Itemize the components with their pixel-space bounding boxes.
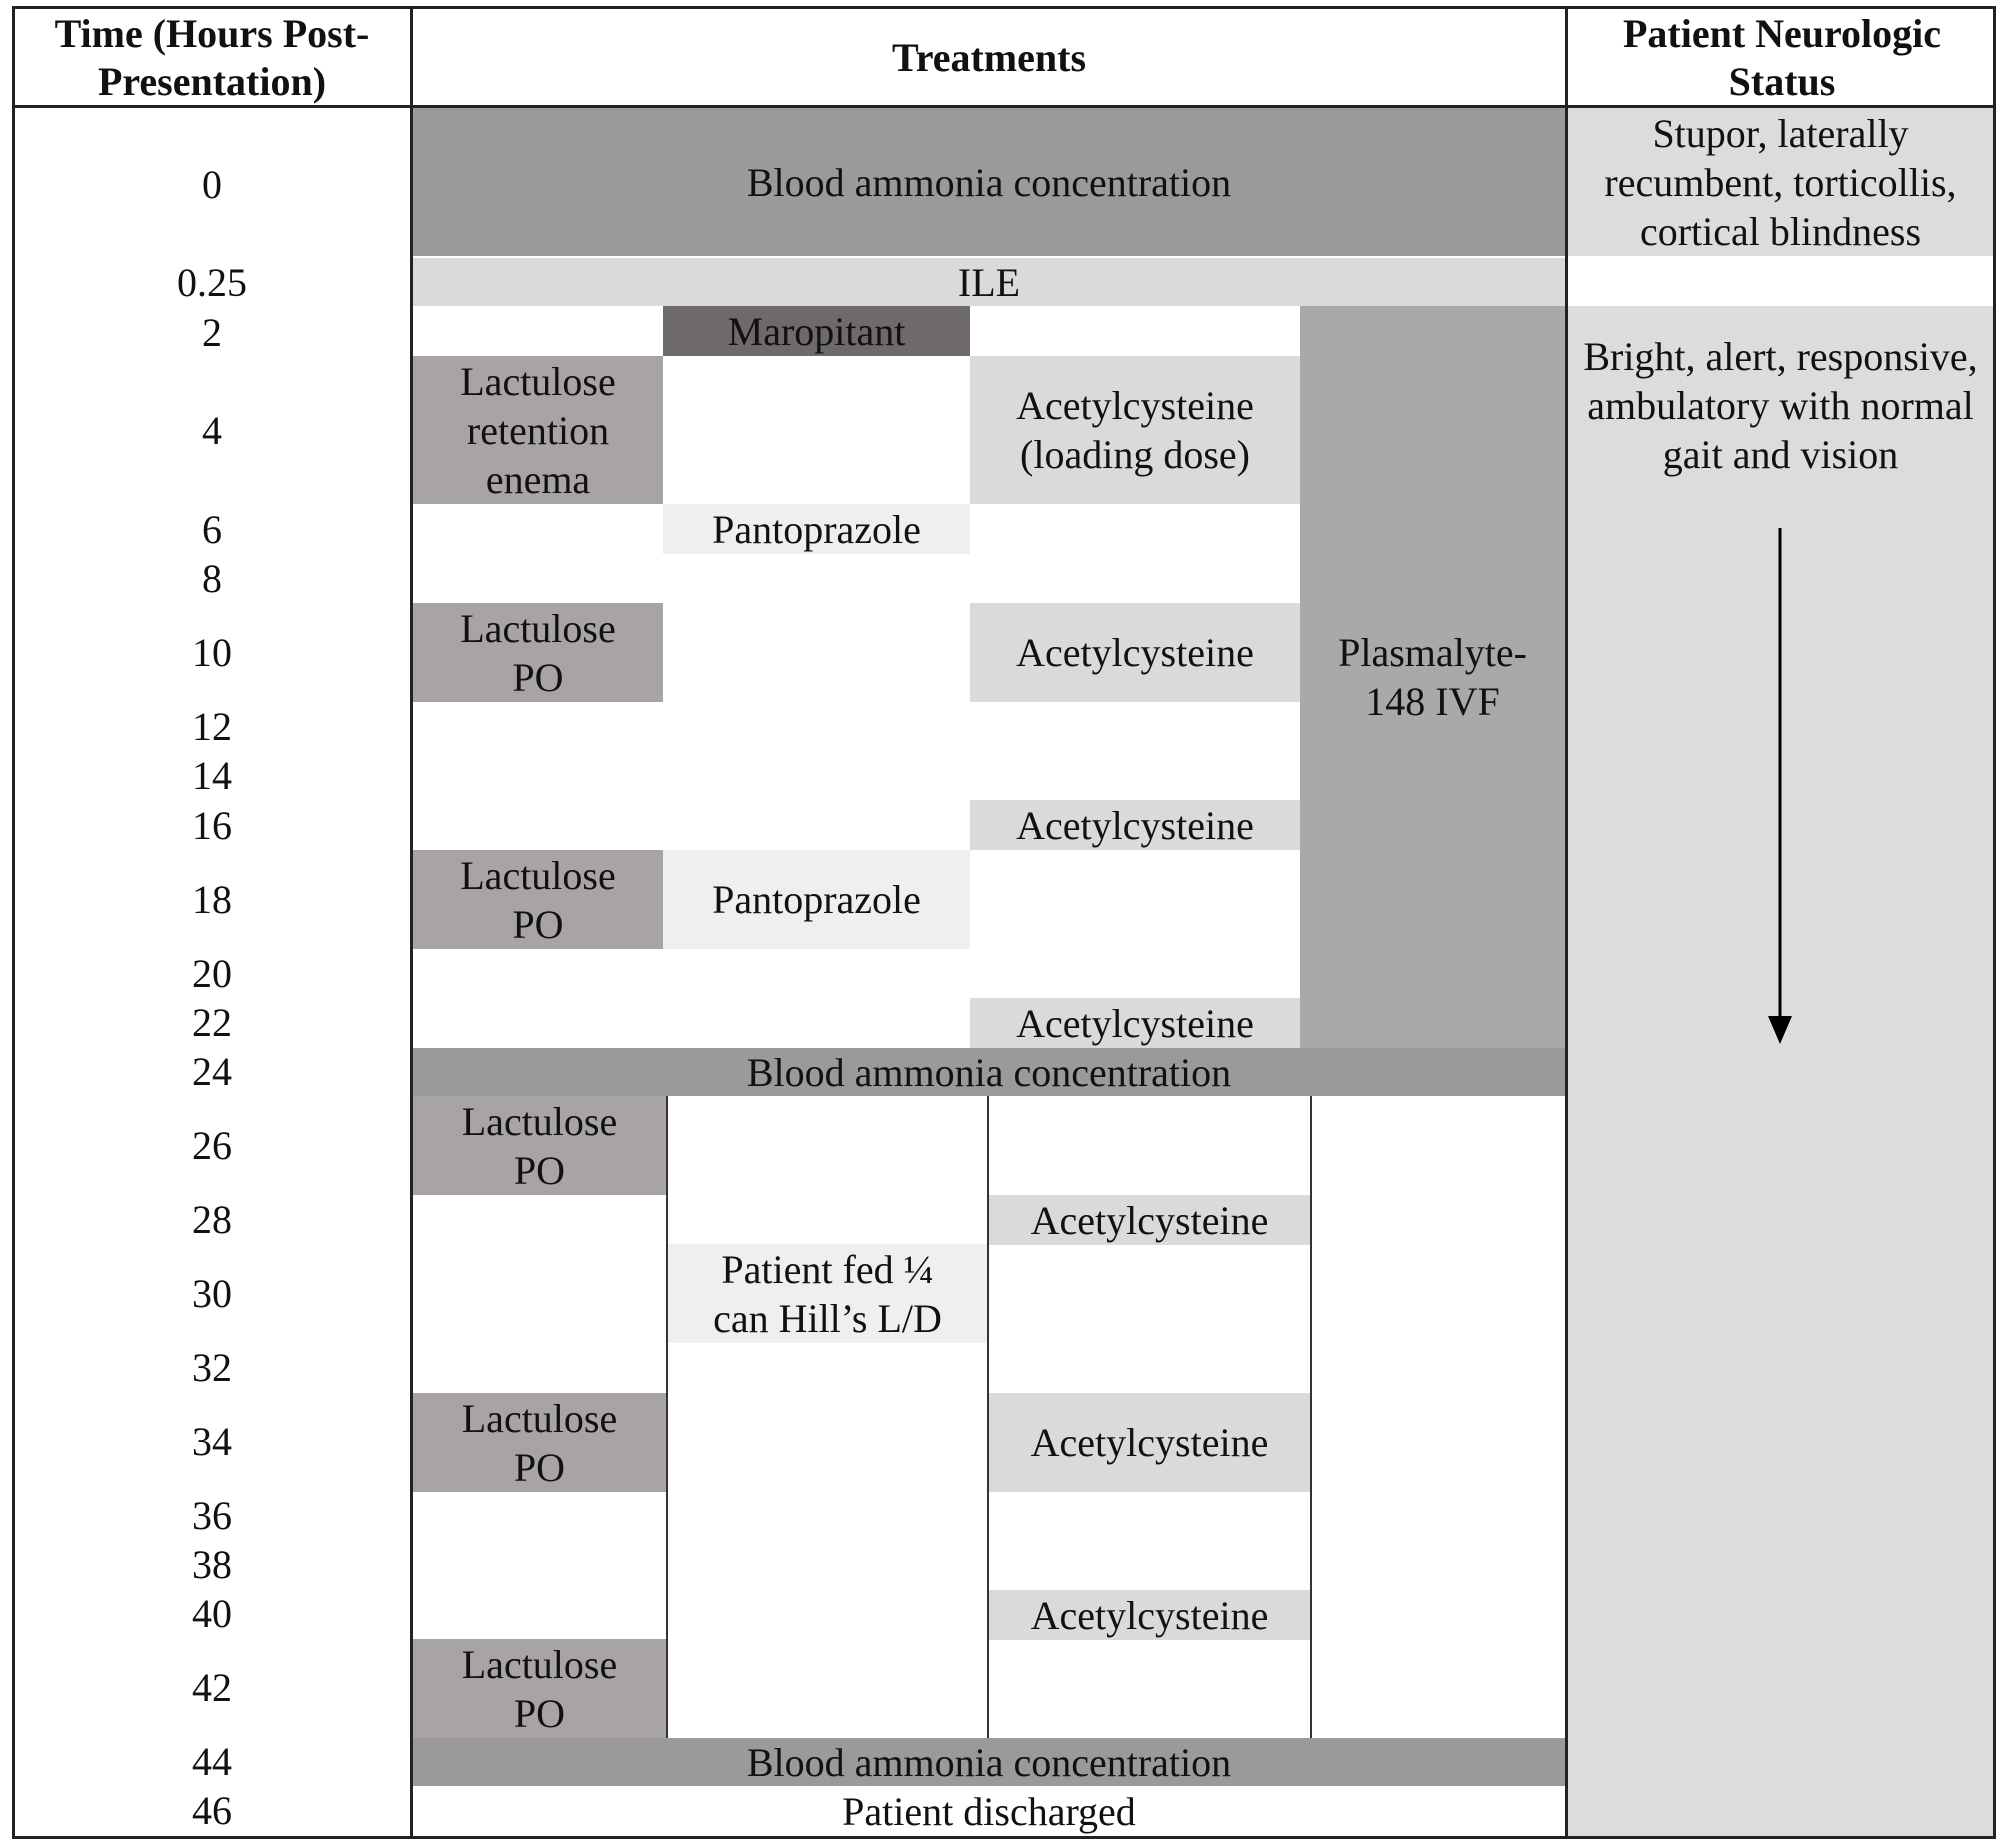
treatment-ammonia-0: Blood ammonia concentration <box>413 108 1565 256</box>
treatment-acetylcysteine-40: Acetylcysteine <box>989 1590 1310 1640</box>
treatment-plasmalyte-ivf: Plasmalyte-148 IVF <box>1300 306 1565 1048</box>
treatment-acetylcysteine-28: Acetylcysteine <box>989 1195 1310 1245</box>
time-10: 10 <box>192 630 232 675</box>
treatment-ammonia-24: Blood ammonia concentration <box>413 1048 1565 1096</box>
down-arrow-icon <box>1760 528 1800 1048</box>
time-36: 36 <box>192 1493 232 1538</box>
treatment-lactulose-34: Lactulose PO <box>413 1393 666 1492</box>
time-34: 34 <box>192 1419 232 1464</box>
time-26: 26 <box>192 1123 232 1168</box>
treatment-pantoprazole-18: Pantoprazole <box>663 850 970 949</box>
table-right-border <box>1993 6 1996 1839</box>
treatment-ammonia-44: Blood ammonia concentration <box>413 1738 1565 1786</box>
treatment-acetylcysteine-22: Acetylcysteine <box>970 998 1300 1048</box>
treatment-lactulose-enema: Lactulose retention enema <box>413 356 663 504</box>
status-improved: Bright, alert, responsive, ambulatory with normal gait and vision <box>1583 333 1978 477</box>
time-40: 40 <box>192 1591 232 1636</box>
time-18: 18 <box>192 877 232 922</box>
treatment-lactulose-26: Lactulose PO <box>413 1096 666 1195</box>
header-treatments: Treatments <box>891 35 1087 80</box>
table-top-border <box>12 6 1996 9</box>
time-0.25: 0.25 <box>177 260 247 305</box>
time-12: 12 <box>192 704 232 749</box>
treatment-patient-fed: Patient fed ¼ can Hill’s L/D <box>668 1244 987 1343</box>
treatment-acetylcysteine-loading: Acetylcysteine (loading dose) <box>970 356 1300 504</box>
time-38: 38 <box>192 1542 232 1587</box>
divider-lower-1 <box>666 1096 668 1738</box>
time-16: 16 <box>192 803 232 848</box>
time-32: 32 <box>192 1345 232 1390</box>
treatment-lactulose-10: Lactulose PO <box>413 603 663 702</box>
treatment-ile: ILE <box>413 258 1565 306</box>
time-22: 22 <box>192 1000 232 1045</box>
table-bottom-border <box>12 1836 1996 1839</box>
time-20: 20 <box>192 951 232 996</box>
treatment-discharged: Patient discharged <box>842 1789 1136 1834</box>
time-6: 6 <box>202 507 222 552</box>
treatment-acetylcysteine-16: Acetylcysteine <box>970 800 1300 850</box>
treatment-lactulose-18: Lactulose PO <box>413 850 663 949</box>
divider-lower-3 <box>1310 1096 1312 1738</box>
status-improved-panel <box>1568 306 1993 1836</box>
header-status: Patient Neurologic Status <box>1622 11 1942 104</box>
treatment-lactulose-42: Lactulose PO <box>413 1639 666 1738</box>
time-28: 28 <box>192 1197 232 1242</box>
header-time: Time (Hours Post-Presentation) <box>54 11 370 104</box>
treatment-pantoprazole-6: Pantoprazole <box>663 504 970 554</box>
time-4: 4 <box>202 408 222 453</box>
time-30: 30 <box>192 1271 232 1316</box>
status-initial: Stupor, laterally recumbent, torticollis, cortical blindness <box>1568 108 1993 256</box>
time-14: 14 <box>192 753 232 798</box>
treatment-acetylcysteine-10: Acetylcysteine <box>970 603 1300 702</box>
treatment-acetylcysteine-34: Acetylcysteine <box>989 1393 1310 1492</box>
time-0: 0 <box>202 162 222 207</box>
treatment-maropitant: Maropitant <box>663 306 970 356</box>
time-8: 8 <box>202 556 222 601</box>
time-24: 24 <box>192 1049 232 1094</box>
time-42: 42 <box>192 1665 232 1710</box>
time-46: 46 <box>192 1788 232 1833</box>
time-44: 44 <box>192 1739 232 1784</box>
time-2: 2 <box>202 310 222 355</box>
